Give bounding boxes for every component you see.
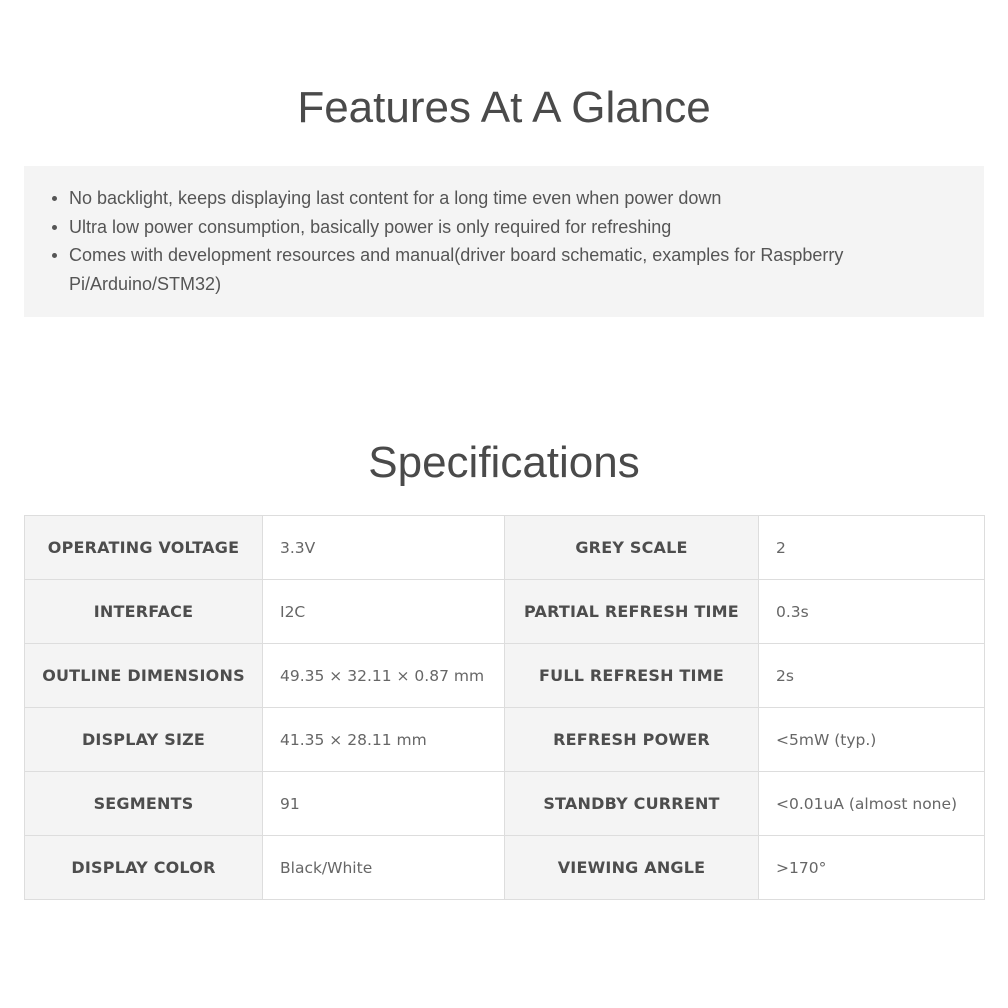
- spec-value: 49.35 × 32.11 × 0.87 mm: [263, 644, 505, 708]
- bullet-icon: [52, 225, 57, 230]
- spec-label: STANDBY CURRENT: [505, 772, 759, 836]
- spec-value: 2: [759, 516, 985, 580]
- spec-label: INTERFACE: [25, 580, 263, 644]
- spec-value: <0.01uA (almost none): [759, 772, 985, 836]
- spec-value: Black/White: [263, 836, 505, 900]
- spec-label: SEGMENTS: [25, 772, 263, 836]
- features-list: [24, 184, 964, 298]
- bullet-icon: [52, 196, 57, 201]
- bullet-icon: [52, 253, 57, 258]
- feature-text: Comes with development resources and manual(driver board schematic, examples for Raspberry: [69, 245, 844, 265]
- features-box: [24, 166, 984, 317]
- spec-label: FULL REFRESH TIME: [505, 644, 759, 708]
- spec-label: REFRESH POWER: [505, 708, 759, 772]
- spec-label: DISPLAY SIZE: [25, 708, 263, 772]
- spec-value: I2C: [263, 580, 505, 644]
- spec-value: 0.3s: [759, 580, 985, 644]
- spec-label: PARTIAL REFRESH TIME: [505, 580, 759, 644]
- spec-label: DISPLAY COLOR: [25, 836, 263, 900]
- specifications-title: Specifications: [368, 438, 640, 487]
- feature-text-continued: Pi/Arduino/STM32): [69, 273, 222, 294]
- feature-item: [69, 184, 964, 213]
- spec-value: 3.3V: [263, 516, 505, 580]
- spec-value: >170°: [759, 836, 985, 900]
- spec-value: 41.35 × 28.11 mm: [263, 708, 505, 772]
- feature-text: No backlight, keeps displaying last content for a long time even when power down: [69, 188, 722, 208]
- spec-value: 2s: [759, 644, 985, 708]
- table-row: [25, 644, 985, 708]
- spec-label: VIEWING ANGLE: [505, 836, 759, 900]
- specifications-table: [24, 515, 985, 900]
- spec-label: OPERATING VOLTAGE: [25, 516, 263, 580]
- table-row: [25, 580, 985, 644]
- spec-value: <5mW (typ.): [759, 708, 985, 772]
- spec-label: OUTLINE DIMENSIONS: [25, 644, 263, 708]
- feature-item: [69, 241, 964, 298]
- spec-value: 91: [263, 772, 505, 836]
- table-row: [25, 516, 985, 580]
- table-row: [25, 708, 985, 772]
- table-row: [25, 772, 985, 836]
- table-row: [25, 836, 985, 900]
- spec-label: GREY SCALE: [505, 516, 759, 580]
- features-title: Features At A Glance: [297, 83, 711, 132]
- feature-item: [69, 213, 964, 242]
- feature-text: Ultra low power consumption, basically power is only required for refreshing: [69, 216, 672, 237]
